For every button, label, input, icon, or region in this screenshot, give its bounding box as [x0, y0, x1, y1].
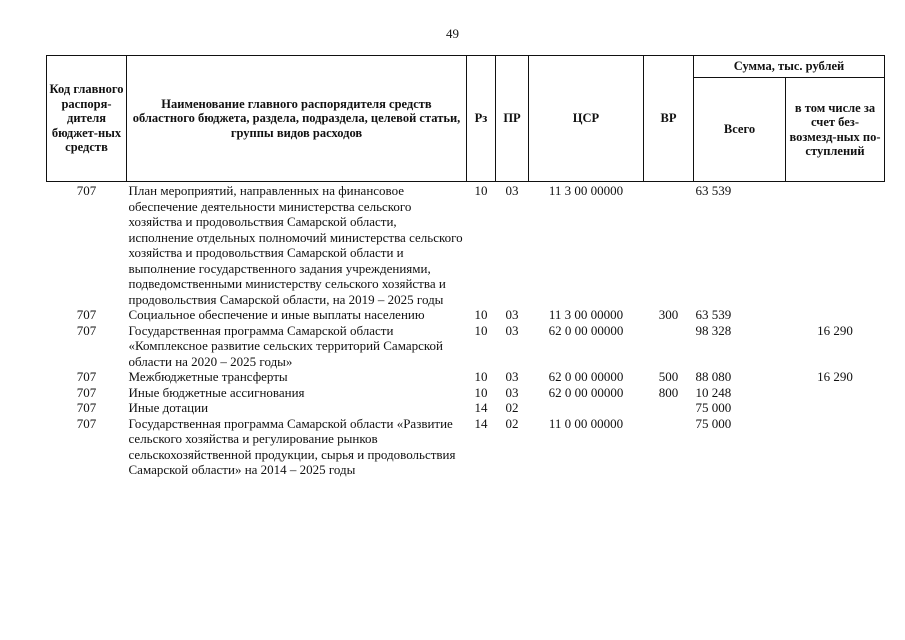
- page-number: 49: [446, 26, 459, 41]
- cell-bvp: [786, 307, 885, 323]
- cell-pr: 02: [505, 415, 519, 431]
- cell-bvp: [786, 385, 885, 401]
- budget-table: [46, 55, 885, 478]
- cell-csr: 62 0 00 00000: [548, 322, 624, 338]
- cell-rz: 10: [474, 183, 488, 198]
- cell-bvp: [786, 182, 885, 308]
- table-row: [47, 323, 885, 370]
- cell-code: 707: [76, 415, 97, 431]
- cell-total: 75 000: [695, 415, 732, 431]
- cell-rz: 10: [474, 384, 488, 400]
- table-row: [47, 385, 885, 401]
- cell-name: План мероприятий, направленных на финансовое обеспечение деятельности министерства сельского хозяйства и продовольствия Самарской области, исполнение отдельных полномочий министерства сельского хозяйства и продовольствия Самарской области и выполнение государственного задания учреждениями, подведомственными министерству сельского хозяйства и продовольствия Самарской области, на 2019 – 2025 годы: [128, 183, 463, 307]
- cell-pr: 03: [505, 322, 519, 338]
- cell-csr: [529, 400, 644, 416]
- cell-bvp: [786, 416, 885, 478]
- header-name: Наименование главного распорядителя средств областного бюджета, раздела, подраздела, целевой статьи, группы видов расходов: [127, 56, 467, 182]
- cell-vr: [644, 182, 694, 308]
- cell-name: Иные дотации: [128, 400, 209, 415]
- header-sum: Сумма, тыс. рублей: [694, 56, 885, 78]
- cell-pr: 03: [505, 369, 519, 384]
- cell-total: 75 000: [695, 400, 732, 415]
- cell-rz: 14: [474, 415, 488, 431]
- cell-total: 10 248: [695, 384, 732, 400]
- cell-pr: 02: [505, 400, 519, 415]
- table-row: [47, 400, 885, 416]
- cell-bvp: 16 290: [817, 369, 853, 384]
- header-code: Код главного распоря-дителя бюджет-ных средств: [47, 56, 127, 182]
- cell-vr: 500: [658, 369, 679, 384]
- header-pr: ПР: [496, 56, 529, 182]
- cell-bvp: [786, 400, 885, 416]
- cell-vr: 300: [658, 307, 679, 322]
- cell-rz: 14: [474, 400, 488, 415]
- cell-code: 707: [76, 369, 97, 384]
- cell-name: Государственная программа Самарской области «Комплексное развитие сельских территорий Самарской области на 2020 – 2025 годы»: [128, 322, 443, 369]
- cell-pr: 03: [505, 183, 519, 198]
- cell-csr: 62 0 00 00000: [548, 369, 624, 384]
- cell-name: Государственная программа Самарской области «Развитие сельского хозяйства и регулирование рынков сельскохозяйственной продукции, сырья и продовольствия Самарской области» на 2014 – 2025 годы: [128, 415, 456, 477]
- header-vr: ВР: [644, 56, 694, 182]
- table-row: [47, 369, 885, 385]
- header-csr: ЦСР: [529, 56, 644, 182]
- table-row: [47, 416, 885, 478]
- cell-total: 98 328: [695, 322, 732, 338]
- cell-rz: 10: [474, 322, 488, 338]
- cell-vr: [644, 323, 694, 370]
- cell-name: Социальное обеспечение и иные выплаты населению: [128, 307, 425, 322]
- header-bvp: в том числе за счет без-возмезд-ных по-ступлений: [786, 78, 885, 182]
- header-rz: Рз: [467, 56, 496, 182]
- header-total: Всего: [694, 78, 786, 182]
- cell-total: 88 080: [695, 369, 732, 384]
- cell-rz: 10: [474, 307, 488, 322]
- cell-csr: 11 3 00 00000: [548, 183, 624, 198]
- cell-vr: 800: [658, 384, 679, 400]
- table-row: [47, 307, 885, 323]
- table-row: [47, 182, 885, 308]
- cell-csr: 62 0 00 00000: [548, 384, 624, 400]
- cell-rz: 10: [474, 369, 488, 384]
- cell-csr: 11 0 00 00000: [548, 415, 624, 431]
- cell-name: Иные бюджетные ассигнования: [128, 384, 305, 400]
- cell-total: 63 539: [695, 183, 732, 198]
- cell-code: 707: [76, 322, 97, 338]
- cell-vr: [644, 400, 694, 416]
- cell-bvp: 16 290: [817, 322, 853, 338]
- cell-total: 63 539: [695, 307, 732, 322]
- cell-pr: 03: [505, 384, 519, 400]
- cell-csr: 11 3 00 00000: [548, 307, 624, 322]
- cell-code: 707: [76, 384, 97, 400]
- cell-vr: [644, 416, 694, 478]
- cell-code: 707: [76, 400, 97, 415]
- cell-code: 707: [76, 307, 97, 322]
- cell-code: 707: [76, 183, 97, 198]
- cell-name: Межбюджетные трансферты: [128, 369, 288, 384]
- cell-pr: 03: [505, 307, 519, 322]
